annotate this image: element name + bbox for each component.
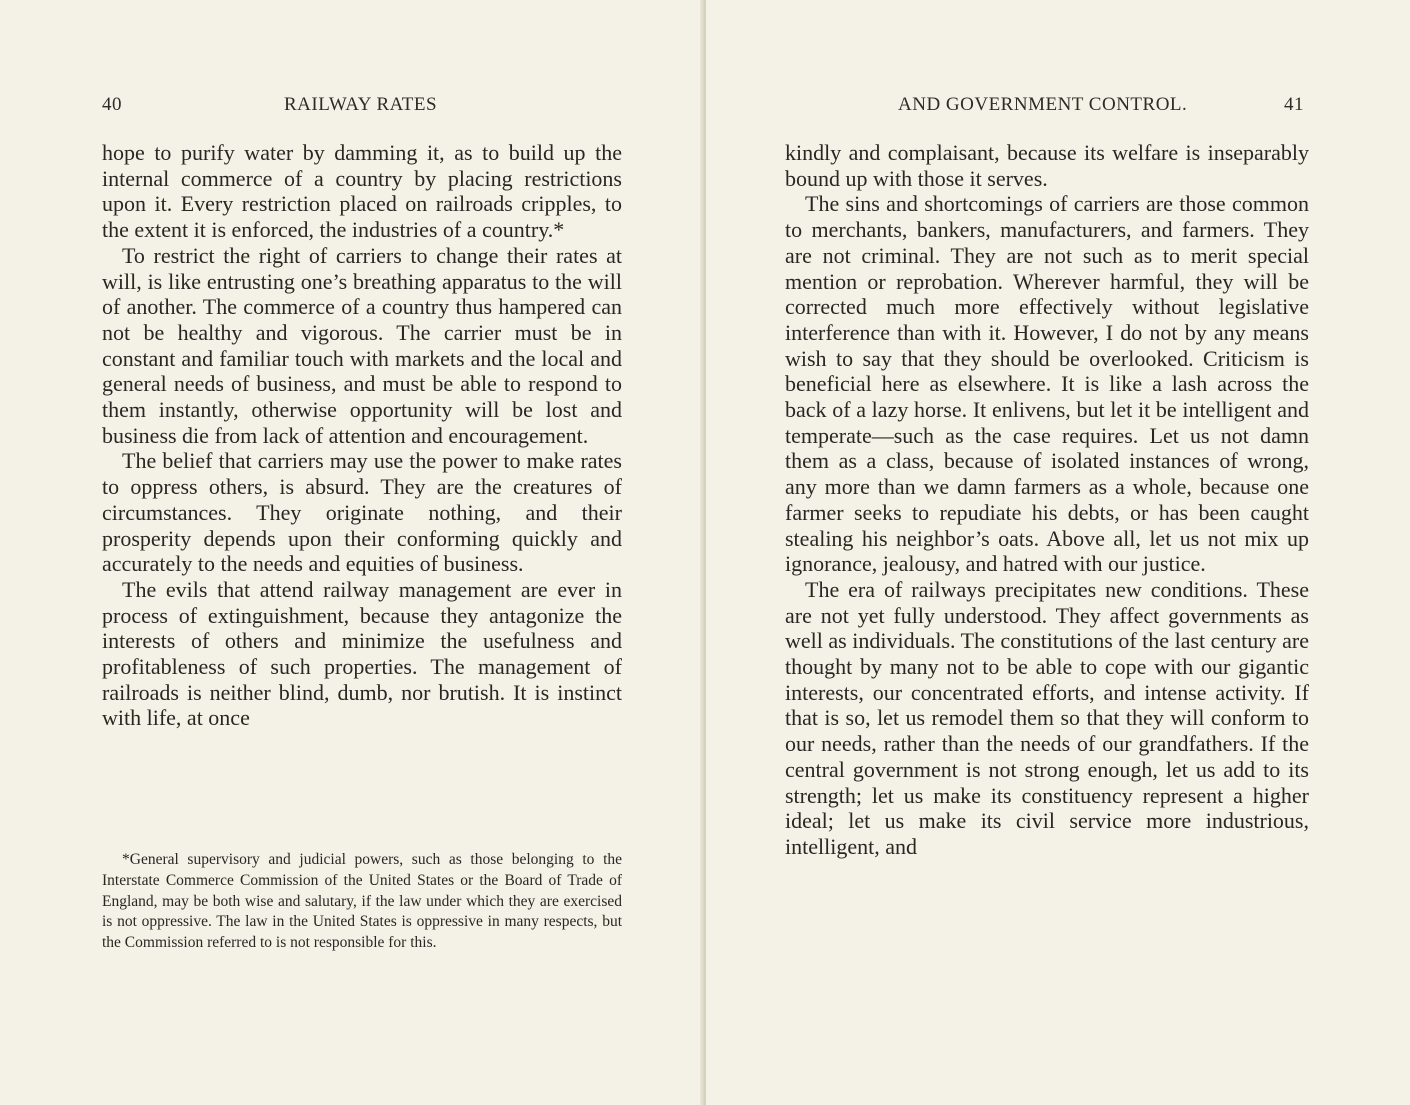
left-paragraph: The evils that attend railway management are ever in process of extinguishment, because they antagonize the interests of others and minimize the usefulness and profitableness of such properties. The management of railroads is neither blind, dumb, nor brutish. It is instinct with life, at once <box>102 576 622 731</box>
left-page <box>0 0 704 1105</box>
right-page-number: 41 <box>1284 94 1304 115</box>
right-body-text <box>785 140 1309 860</box>
footnote <box>102 850 622 954</box>
right-paragraph: The sins and shortcomings of carriers are those common to merchants, bankers, manufacturers, and farmers. They are not criminal. They are not such as to merit special mention or reprobation. Wherever harmful, they will be corrected much more effectively without legislative interference than with it. However, I do not by any means wish to say that they should be overlooked. Criticism is beneficial here as elsewhere. It is like a lash across the back of a lazy horse. It enlivens, but let it be intelligent and temperate—such as the case requires. Let us not damn them as a class, because of isolated instances of wrong, any more than we damn farmers as a whole, because one farmer seeks to repudiate his debts, or has been caught stealing his neighbor’s oats. Above all, let us not mix up ignorance, jealousy, and hatred with our justice. <box>785 191 1309 577</box>
right-paragraph: The era of railways precipitates new conditions. These are not yet fully understood. They affect governments as well as individuals. The constitutions of the last century are thought by many not to be able to cope with our gigantic interests, our concentrated efforts, and intense activity. If that is so, let us remodel them so that they will conform to our needs, rather than the needs of our grandfathers. If the central government is not strong enough, let us add to its strength; let us make its constituency represent a higher ideal; let us make its civil service more industrious, intelligent, and <box>785 576 1309 859</box>
footnote-text: *General supervisory and judicial powers, such as those belonging to the Interstate Commerce Commission of the United States or the Board of Trade of England, may be both wise and salutary, if the law under which they are exercised is not oppressive. The law in the United States is oppressive in many respects, but the Commission referred to is not responsible for this. <box>102 851 622 952</box>
right-paragraph: kindly and complaisant, because its welfare is inseparably bound up with those it serves. <box>785 140 1309 191</box>
left-paragraph: The belief that carriers may use the power to make rates to oppress others, is absurd. They are the creatures of circumstances. They originate nothing, and their prosperity depends upon their conforming quickly and accurately to the needs and equities of business. <box>102 448 622 577</box>
left-running-head: RAILWAY RATES <box>284 94 438 115</box>
right-page <box>706 0 1410 1105</box>
left-page-number: 40 <box>102 94 122 115</box>
right-running-head: AND GOVERNMENT CONTROL. <box>898 94 1188 115</box>
left-body-text <box>102 140 622 731</box>
left-paragraph: hope to purify water by damming it, as to build up the internal commerce of a country by placing restrictions upon it. Every restriction placed on railroads cripples, to the extent it is enforced, the industries of a country.* <box>102 140 622 243</box>
left-paragraph: To restrict the right of carriers to change their rates at will, is like entrusting one’s breathing apparatus to the will of another. The commerce of a country thus hampered can not be healthy and vigorous. The carrier must be in constant and familiar touch with markets and the local and general needs of business, and must be able to respond to them instantly, otherwise opportunity will be lost and business die from lack of attention and encouragement. <box>102 242 622 448</box>
